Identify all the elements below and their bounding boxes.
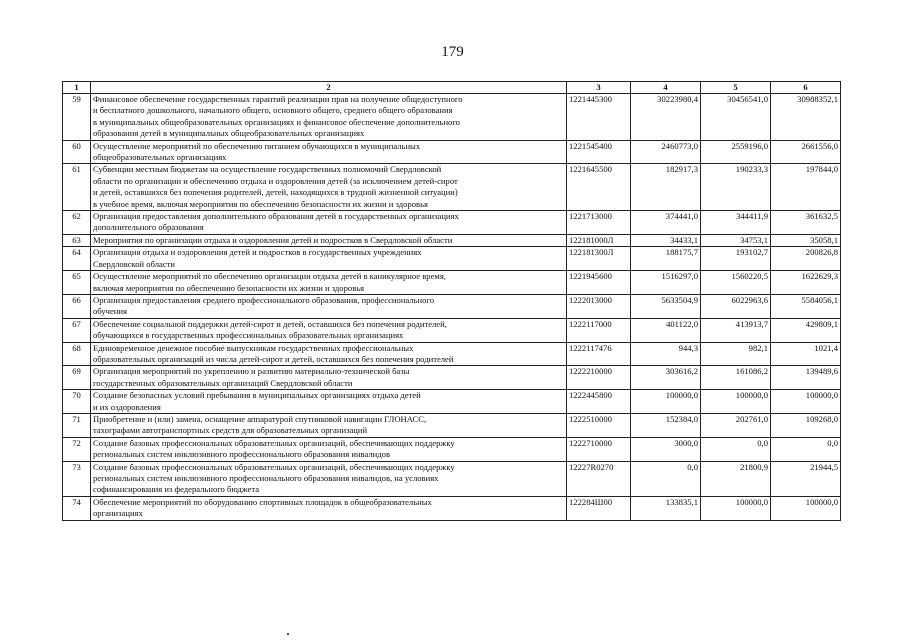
description-line: Создание базовых профессиональных образовательных организаций, обеспечивающих поддержку <box>93 461 455 472</box>
row-value-col4: 34433,1 <box>631 234 701 246</box>
row-value-col6: 109268,0 <box>771 413 841 437</box>
page-number: 179 <box>441 44 464 60</box>
row-value-col5: 413913,7 <box>701 318 771 342</box>
row-description <box>91 164 567 211</box>
row-value-col5: 202761,0 <box>701 413 771 437</box>
description-line: Обеспечение мероприятий по оборудованию спортивных площадок в общеобразовательных <box>93 496 432 507</box>
row-code: 122284Ш00 <box>567 496 631 520</box>
row-code: 1221713000 <box>567 211 631 235</box>
row-code: 1221445300 <box>567 94 631 141</box>
row-value-col6: 139489,6 <box>771 366 841 390</box>
row-value-col5: 0,0 <box>701 437 771 461</box>
row-description <box>91 366 567 390</box>
row-value-col4: 303616,2 <box>631 366 701 390</box>
table-row <box>63 211 841 235</box>
row-number: 63 <box>63 234 91 246</box>
description-line: Финансовое обеспечение государственных гарантий реализации прав на получение общедоступного <box>93 94 463 104</box>
row-value-col5: 161086,2 <box>701 366 771 390</box>
description-line: Создание базовых профессиональных образовательных организаций, обеспечивающих поддержку <box>93 437 455 448</box>
description-line: региональных систем инклюзивного профессионального образования инвалидов, на условиях <box>93 473 439 483</box>
row-value-col4: 401122,0 <box>631 318 701 342</box>
row-code: 122181300Л <box>567 247 631 271</box>
row-number: 74 <box>63 496 91 520</box>
description-line: Единовременное денежное пособие выпускникам государственных профессиональных <box>93 342 414 353</box>
table-row <box>63 140 841 164</box>
row-value-col4: 2460773,0 <box>631 140 701 164</box>
row-value-col5: 21800,9 <box>701 461 771 496</box>
row-value-col5: 2559196,0 <box>701 140 771 164</box>
description-line: Осуществление мероприятий по обеспечению организации отдыха детей в каникулярное время, <box>93 271 446 282</box>
description-line: дополнительного образования <box>93 222 204 233</box>
row-value-col5: 193102,7 <box>701 247 771 271</box>
description-line: Создание безопасных условий пребывания в муниципальных организациях отдыха детей <box>93 390 421 401</box>
table-row <box>63 461 841 496</box>
table-row <box>63 294 841 318</box>
description-line: государственных образовательных организаций Свердловской области <box>93 377 353 388</box>
row-value-col4: 0,0 <box>631 461 701 496</box>
table-row <box>63 164 841 211</box>
header-col-2: 2 <box>91 82 567 94</box>
description-line: Организация предоставления среднего профессионального образования, профессионального <box>93 294 435 305</box>
table-row <box>63 413 841 437</box>
description-line: в учебное время, включая мероприятия по обеспечению безопасности их жизни и здоровья <box>93 198 428 209</box>
row-value-col5: 190233,3 <box>701 164 771 211</box>
row-code: 1221645500 <box>567 164 631 211</box>
table-row <box>63 94 841 141</box>
row-value-col6: 100000,0 <box>771 390 841 414</box>
row-code: 1222710000 <box>567 437 631 461</box>
row-description <box>91 496 567 520</box>
row-description <box>91 211 567 235</box>
description-line: обучения <box>93 306 127 317</box>
description-line: образовательных организаций из числа детей-сирот и детей, оставшихся без попечения родителей <box>93 353 454 364</box>
row-value-col4: 30223980,4 <box>631 94 701 141</box>
row-value-col6: 361632,5 <box>771 211 841 235</box>
row-value-col4: 3000,0 <box>631 437 701 461</box>
row-value-col5: 1560220,5 <box>701 271 771 295</box>
description-line: Организация отдыха и оздоровления детей и подростков в государственных учреждениях <box>93 247 422 258</box>
header-col-3: 3 <box>567 82 631 94</box>
table-row <box>63 318 841 342</box>
budget-table <box>62 81 841 521</box>
description-line: и бесплатного дошкольного, начального общего, основного общего, среднего общего образования <box>93 105 453 116</box>
row-code: 122181000Л <box>567 234 631 246</box>
row-value-col4: 944,3 <box>631 342 701 366</box>
row-value-col6: 197844,0 <box>771 164 841 211</box>
row-value-col6: 35058,1 <box>771 234 841 246</box>
row-number: 62 <box>63 211 91 235</box>
description-line: образования детей в муниципальных общеобразовательных организациях <box>93 128 365 139</box>
row-description <box>91 342 567 366</box>
row-code: 12227R0270 <box>567 461 631 496</box>
row-value-col5: 100000,0 <box>701 496 771 520</box>
row-value-col6: 1021,4 <box>771 342 841 366</box>
description-line: и их оздоровления <box>93 401 161 412</box>
description-line: региональных систем инклюзивного профессионального образования инвалидов <box>93 449 391 460</box>
row-description <box>91 271 567 295</box>
table-row <box>63 496 841 520</box>
row-number: 61 <box>63 164 91 211</box>
row-code: 1222117476 <box>567 342 631 366</box>
description-line: Свердловской области <box>93 258 176 269</box>
row-description <box>91 390 567 414</box>
row-value-col4: 100000,0 <box>631 390 701 414</box>
table-body <box>63 94 841 521</box>
row-value-col6: 30988352,1 <box>771 94 841 141</box>
row-value-col6: 1622629,3 <box>771 271 841 295</box>
row-number: 59 <box>63 94 91 141</box>
description-line: тахографами автотранспортных средств для образовательных организаций <box>93 425 368 436</box>
row-value-col4: 152384,0 <box>631 413 701 437</box>
row-value-col6: 21944,5 <box>771 461 841 496</box>
row-value-col5: 982,1 <box>701 342 771 366</box>
description-line: Организация мероприятий по укреплению и развитию материально-технической базы <box>93 366 410 377</box>
row-code: 1221945600 <box>567 271 631 295</box>
description-line: Организация предоставления дополнительного образования детей в государственных организациях <box>93 211 459 222</box>
row-value-col5: 34753,1 <box>701 234 771 246</box>
table-row <box>63 342 841 366</box>
row-value-col5: 6022963,6 <box>701 294 771 318</box>
description-line: и детей, оставшихся без попечения родителей, детей, находящихся в трудной жизненной ситуации) <box>93 187 458 198</box>
row-number: 70 <box>63 390 91 414</box>
row-description <box>91 461 567 496</box>
table-row <box>63 366 841 390</box>
row-number: 72 <box>63 437 91 461</box>
row-number: 67 <box>63 318 91 342</box>
row-description <box>91 294 567 318</box>
row-code: 1222013000 <box>567 294 631 318</box>
row-value-col6: 0,0 <box>771 437 841 461</box>
description-line: обучающихся в государственных профессиональных образовательных организациях <box>93 330 404 341</box>
row-value-col6: 200826,8 <box>771 247 841 271</box>
header-col-5: 5 <box>701 82 771 94</box>
row-number: 64 <box>63 247 91 271</box>
row-code: 1222210000 <box>567 366 631 390</box>
description-line: Приобретение и (или) замена, оснащение аппаратурой спутниковой навигации ГЛОНАСС, <box>93 413 427 424</box>
description-line: софинансирования из федерального бюджета <box>93 484 260 495</box>
row-code: 1222117000 <box>567 318 631 342</box>
row-value-col5: 100000,0 <box>701 390 771 414</box>
row-number: 69 <box>63 366 91 390</box>
row-value-col4: 182917,3 <box>631 164 701 211</box>
scan-speck <box>287 633 289 635</box>
table-header-row <box>63 82 841 94</box>
description-line: организациях <box>93 508 143 519</box>
row-description <box>91 318 567 342</box>
row-description <box>91 413 567 437</box>
table-row <box>63 247 841 271</box>
header-col-4: 4 <box>631 82 701 94</box>
row-code: 1221545400 <box>567 140 631 164</box>
row-value-col6: 5584056,1 <box>771 294 841 318</box>
row-description <box>91 437 567 461</box>
description-line: Субвенции местным бюджетам на осуществление государственных полномочий Свердловской <box>93 164 442 175</box>
row-description <box>91 94 567 141</box>
header-col-1: 1 <box>63 82 91 94</box>
row-description <box>91 140 567 164</box>
description-line: общеобразовательных организациях <box>93 152 227 163</box>
header-col-6: 6 <box>771 82 841 94</box>
row-value-col4: 374441,0 <box>631 211 701 235</box>
row-value-col4: 5633504,9 <box>631 294 701 318</box>
description-line: Обеспечение социальной поддержки детей-сирот и детей, оставшихся без попечения родителей, <box>93 318 447 329</box>
row-number: 73 <box>63 461 91 496</box>
description-line: Мероприятия по организации отдыха и оздоровления детей и подростков в Свердловской области <box>93 234 453 245</box>
table-row <box>63 390 841 414</box>
row-number: 71 <box>63 413 91 437</box>
row-number: 66 <box>63 294 91 318</box>
table-row <box>63 234 841 246</box>
row-number: 68 <box>63 342 91 366</box>
table-row <box>63 437 841 461</box>
description-line: включая мероприятия по обеспечению безопасности их жизни и здоровья <box>93 282 365 293</box>
description-line: в муниципальных общеобразовательных организациях и финансовое обеспечение дополнительного <box>93 116 460 127</box>
row-number: 65 <box>63 271 91 295</box>
row-value-col4: 188175,7 <box>631 247 701 271</box>
row-value-col5: 344411,9 <box>701 211 771 235</box>
row-value-col6: 429809,1 <box>771 318 841 342</box>
row-number: 60 <box>63 140 91 164</box>
table-row <box>63 271 841 295</box>
row-value-col6: 2661556,0 <box>771 140 841 164</box>
row-value-col6: 100000,0 <box>771 496 841 520</box>
row-code: 1222510000 <box>567 413 631 437</box>
row-code: 1222445800 <box>567 390 631 414</box>
description-line: Осуществление мероприятий по обеспечению питанием обучающихся в муниципальных <box>93 140 421 151</box>
row-description <box>91 247 567 271</box>
row-value-col4: 1516297,0 <box>631 271 701 295</box>
row-value-col5: 30456541,0 <box>701 94 771 141</box>
row-value-col4: 133835,1 <box>631 496 701 520</box>
description-line: области по организации и обеспечению отдыха и оздоровления детей (за исключением детей-сирот <box>93 175 458 186</box>
row-description <box>91 234 567 246</box>
